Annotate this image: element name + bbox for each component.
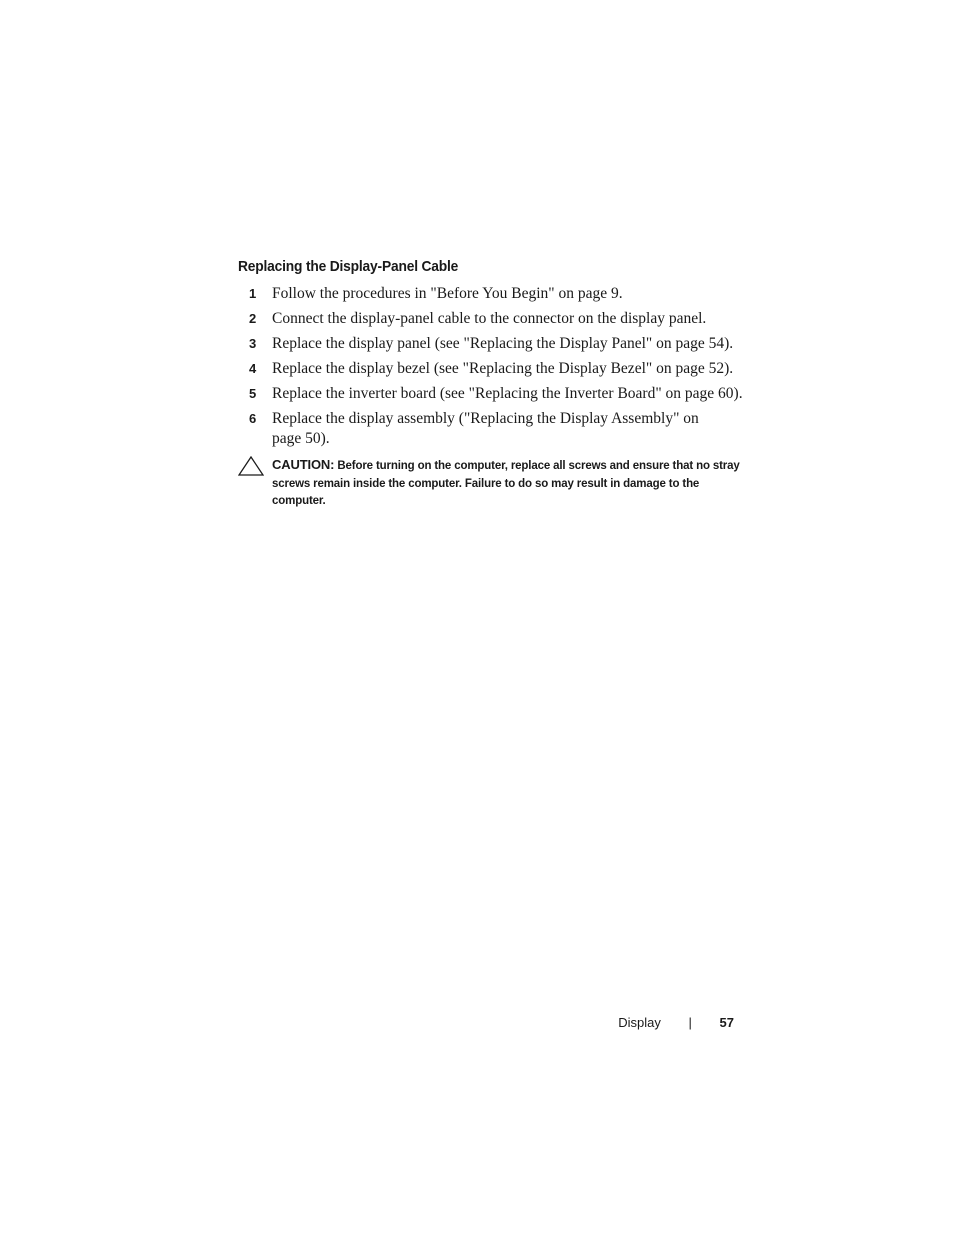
step-text: Connect the display-panel cable to the connector on the display panel.: [272, 310, 707, 327]
caution-body: Before turning on the computer, replace all screws and ensure that no stray screws remain inside the computer. Failure to do so may result in damage to the computer.: [272, 460, 740, 507]
caution-label: CAUTION:: [272, 457, 335, 472]
step-number: 6: [249, 411, 257, 426]
step-text: Replace the display assembly ("Replacing the Display Assembly" on page 50).: [272, 410, 699, 447]
step-item: [238, 409, 758, 448]
step-number: 5: [249, 386, 257, 401]
step-number: 2: [249, 311, 257, 326]
step-item: [238, 334, 758, 354]
step-text: Replace the display panel (see "Replacing the Display Panel" on page 54).: [272, 335, 734, 352]
step-number: 3: [249, 336, 257, 351]
page-number: 57: [719, 1015, 734, 1030]
step-text: Replace the display bezel (see "Replacing the Display Bezel" on page 52).: [272, 360, 734, 377]
step-item: [238, 359, 758, 379]
section-heading: Replacing the Display-Panel Cable: [238, 258, 459, 275]
footer-separator: |: [688, 1015, 692, 1030]
step-item: [238, 309, 758, 329]
step-text: Follow the procedures in "Before You Begin" on page 9.: [272, 285, 623, 302]
footer-section-name: Display: [618, 1015, 661, 1030]
procedure-steps: [238, 284, 758, 454]
step-item: [238, 384, 758, 404]
caution-triangle-icon: [238, 456, 264, 476]
step-text: Replace the inverter board (see "Replacing the Inverter Board" on page 60).: [272, 385, 743, 402]
page-footer: [618, 1015, 734, 1030]
step-number: 4: [249, 361, 257, 376]
step-number: 1: [249, 286, 257, 301]
step-item: [238, 284, 758, 304]
caution-notice: [238, 456, 738, 511]
caution-text: [272, 456, 742, 511]
